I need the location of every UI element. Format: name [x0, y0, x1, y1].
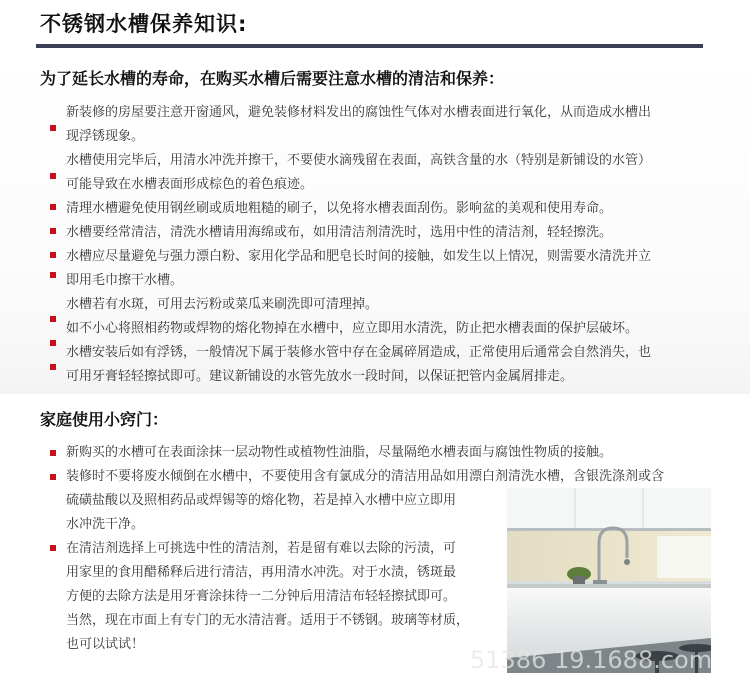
bullet-marker	[50, 474, 56, 480]
section-heading: 家庭使用小窍门：	[40, 410, 169, 429]
paragraph-line: 水冲洗干净。	[66, 517, 145, 532]
paragraph-line: 水槽若有水斑，可用去污粉或菜瓜来刷洗即可清理掉。	[66, 297, 379, 312]
paragraph-line: 水槽要经常清洁，清洗水槽请用海绵或布，如用清洁剂清洗时，选用中性的清洁剂，轻轻擦洗。	[66, 225, 613, 240]
paragraph-line: 硫磺盐酸以及照相药品或焊锡等的熔化物，若是掉入水槽中应立即用	[66, 493, 457, 508]
paragraph-line: 即用毛巾擦干水槽。	[66, 273, 184, 288]
paragraph-line: 水槽应尽量避免与强力漂白粉、家用化学品和肥皂长时间的接触，如发生以上情况，则需要水清洗并立	[66, 249, 652, 264]
paragraph-line: 新装修的房屋要注意开窗通风，避免装修材料发出的腐蚀性气体对水槽表面进行氧化，从而造成水槽出	[66, 105, 652, 120]
paragraph-line: 在清洁剂选择上可挑选中性的清洁剂，若是留有难以去除的污渍，可	[66, 541, 457, 556]
bullet-marker	[50, 173, 56, 179]
title-underline	[36, 44, 703, 48]
bullet-marker	[50, 125, 56, 131]
paragraph-line: 水槽安装后如有浮锈，一般情况下属于装修水管中存在金属碎屑造成，正常使用后通常会自然消失，也	[66, 345, 652, 360]
bullet-marker	[50, 252, 56, 258]
paragraph-line: 方便的去除方法是用牙膏涂抹待一二分钟后用清洁布轻轻擦拭即可。	[66, 589, 457, 604]
paragraph-line: 可用牙膏轻轻擦拭即可。建议新铺设的水管先放水一段时间，以保证把管内金属屑排走。	[66, 369, 574, 384]
paragraph-line: 当然，现在市面上有专门的无水清洁膏。适用于不锈钢。玻璃等材质，	[66, 613, 470, 628]
paragraph-line: 可能导致在水槽表面形成棕色的着色痕迹。	[66, 177, 314, 192]
paragraph-line: 新购买的水槽可在表面涂抹一层动物性或植物性油脂，尽量隔绝水槽表面与腐蚀性物质的接触。	[66, 445, 613, 460]
section-heading: 为了延长水槽的寿命，在购买水槽后需要注意水槽的清洁和保养：	[40, 69, 505, 88]
bullet-marker	[50, 364, 56, 370]
bullet-marker	[50, 204, 56, 210]
paragraph-line: 水槽使用完毕后，用清水冲洗并擦干，不要使水滴残留在表面，高铁含量的水（特别是新铺设的水管）	[66, 153, 652, 168]
paragraph-line: 也可以试试！	[66, 637, 145, 652]
paragraph-line: 用家里的食用醋稀释后进行清洁，再用清水冲洗。对于水渍，锈斑最	[66, 565, 457, 580]
bullet-marker	[50, 228, 56, 234]
bullet-marker	[50, 340, 56, 346]
page-title: 不锈钢水槽保养知识:	[40, 12, 248, 36]
paragraph-line: 现浮锈现象。	[66, 129, 145, 144]
maintenance-section	[0, 52, 750, 394]
bullet-marker	[50, 450, 56, 456]
paragraph-line: 如不小心将照相药物或焊物的熔化物掉在水槽中，应立即用水清洗，防止把水槽表面的保护层破坏。	[66, 321, 639, 336]
bullet-marker	[50, 272, 56, 278]
paragraph-line: 装修时不要将废水倾倒在水槽中，不要使用含有氯成分的清洁用品如用漂白剂清洗水槽，含银洗涤剂或含	[66, 469, 665, 484]
bullet-marker	[50, 316, 56, 322]
paragraph-line: 清理水槽避免使用钢丝刷或质地粗糙的刷子，以免将水槽表面刮伤。影响盆的美观和使用寿命。	[66, 201, 613, 216]
watermark: 51386 19.1688.com	[470, 646, 713, 674]
bullet-marker	[50, 545, 56, 551]
